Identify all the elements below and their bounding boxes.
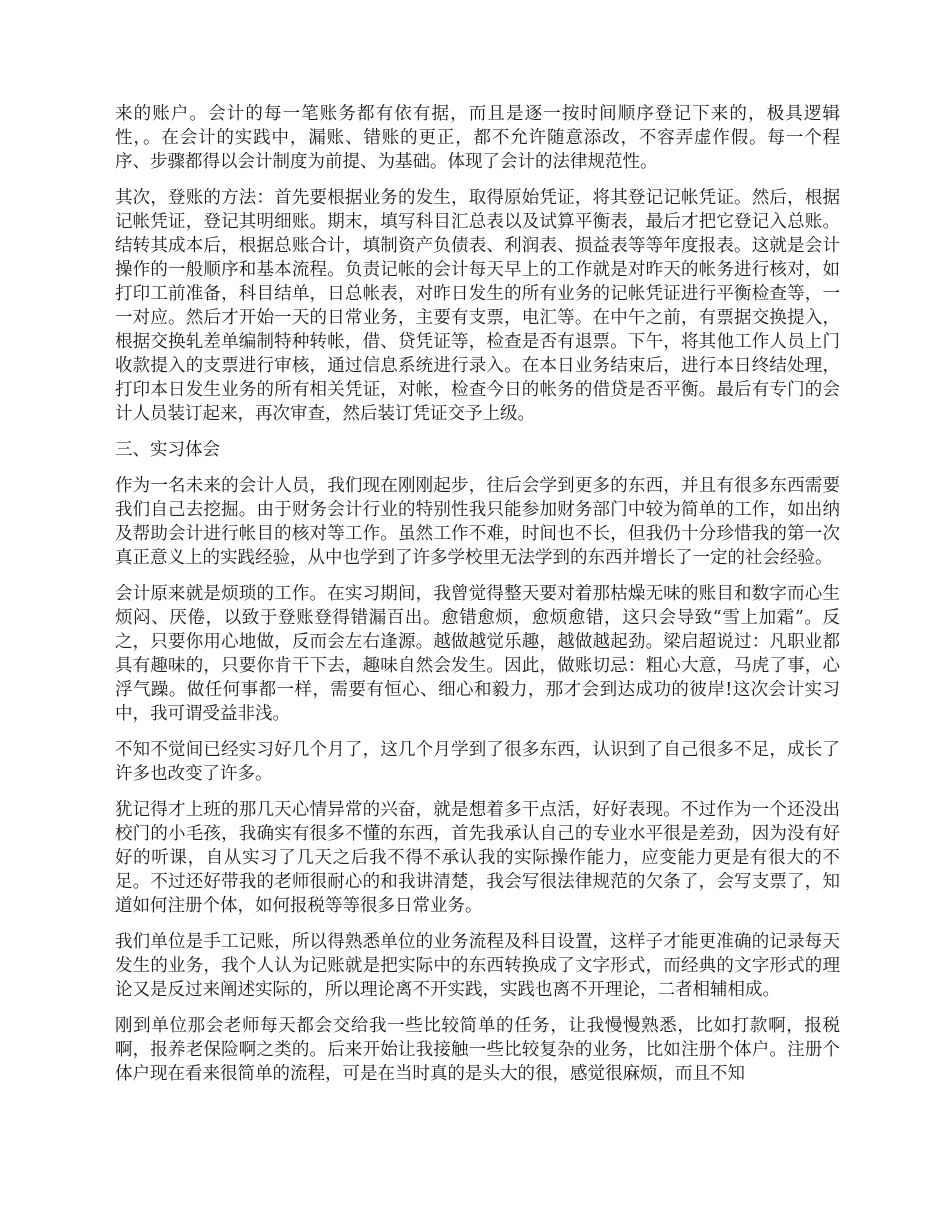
section-heading-internship-reflection: 三、实习体会: [115, 440, 220, 460]
paragraph-legal-normativity: 来的账户。会计的每一笔账务都有依有据，而且是逐一按时间顺序登记下来的，极具逻辑性，。在会计的实践中，漏账、错账的更正，都不允许随意添改，不容弄虚作假。每一个程序、步骤都得以会计制度为前提、为基础。体现了会计的法律规范性。: [115, 104, 840, 172]
paragraph-first-tasks: 刚到单位那会老师每天都会交给我一些比较简单的任务，让我慢慢熟悉，比如打款啊，报税啊，报养老保险啊之类的。后来开始让我接触一些比较复杂的业务，比如注册个体户。注册个体户现在看来很简单的流程，可是在当时真的是头大的很，感觉很麻烦，而且不知: [115, 1016, 840, 1084]
paragraph-tedious-work: 会计原来就是烦琐的工作。在实习期间，我曾觉得整天要对着那枯燥无味的账目和数字而心生烦闷、厌倦，以致于登账登得错漏百出。愈错愈烦，愈烦愈错，这只会导致“雪上加霜”。反之，只要你用心地做，反而会左右逢源。越做越觉乐趣，越做越起劲。梁启超说过：凡职业都具有趣味的，只要你肯干下去，趣味自然会发生。因此，做账切忌：粗心大意，马虎了事，心浮气躁。做任何事都一样，需要有恒心、细心和毅力，那才会到达成功的彼岸!这次会计实习中，我可谓受益非浅。: [115, 584, 840, 724]
paragraph-future-accountant: 作为一名未来的会计人员，我们现在刚刚起步，往后会学到更多的东西，并且有很多东西需要我们自己去挖掘。由于财务会计行业的特别性我只能参加财务部门中较为简单的工作，如出纳及帮助会计进行帐目的核对等工作。虽然工作不难，时间也不长，但我仍十分珍惜我的第一次真正意义上的实践经验，从中也学到了许多学校里无法学到的东西并增长了一定的社会经验。: [115, 476, 840, 568]
paragraph-bookkeeping-method: 其次，登账的方法：首先要根据业务的发生，取得原始凭证，将其登记记帐凭证。然后，根据记帐凭证，登记其明细账。期末，填写科目汇总表以及试算平衡表，最后才把它登记入总账。结转其成本后，根据总账合计，填制资产负债表、利润表、损益表等等年度报表。这就是会计操作的一般顺序和基本流程。负责记帐的会计每天早上的工作就是对昨天的帐务进行核对，如打印工前准备，科目结单，日总帐表，对昨日发生的所有业务的记帐凭证进行平衡检查等，一一对应。然后才开始一天的日常业务，主要有支票，电汇等。在中午之前，有票据交换提入，根据交换轧差单编制特种转帐，借、贷凭证等，检查是否有退票。下午，将其他工作人员上门收款提入的支票进行审核，通过信息系统进行录入。在本日业务结束后，进行本日终结处理，打印本日发生业务的所有相关凭证，对帐，检查今日的帐务的借贷是否平衡。最后有专门的会计人员装订起来，再次审查，然后装订凭证交予上级。: [115, 188, 840, 424]
paragraph-first-days: 犹记得才上班的那几天心情异常的兴奋，就是想着多干点活，好好表现。不过作为一个还没出校门的小毛孩，我确实有很多不懂的东西，首先我承认自己的专业水平很是差劲，因为没有好好的听课，自从实习了几天之后我不得不承认我的实际操作能力，应变能力更是有很大的不足。不过还好带我的老师很耐心的和我讲清楚，我会写很法律规范的欠条了，会写支票了，知道如何注册个体，如何报税等等很多日常业务。: [115, 800, 840, 916]
document-page: [115, 102, 840, 1098]
paragraph-months-passed: 不知不觉间已经实习好几个月了，这几个月学到了很多东西，认识到了自己很多不足，成长了许多也改变了许多。: [115, 740, 840, 784]
paragraph-manual-bookkeeping: 我们单位是手工记账，所以得熟悉单位的业务流程及科目设置，这样子才能更准确的记录每天发生的业务，我个人认为记账就是把实际中的东西转换成了文字形式，而经典的文字形式的理论又是反过来阐述实际的，所以理论离不开实践，实践也离不开理论，二者相辅相成。: [115, 932, 840, 1000]
